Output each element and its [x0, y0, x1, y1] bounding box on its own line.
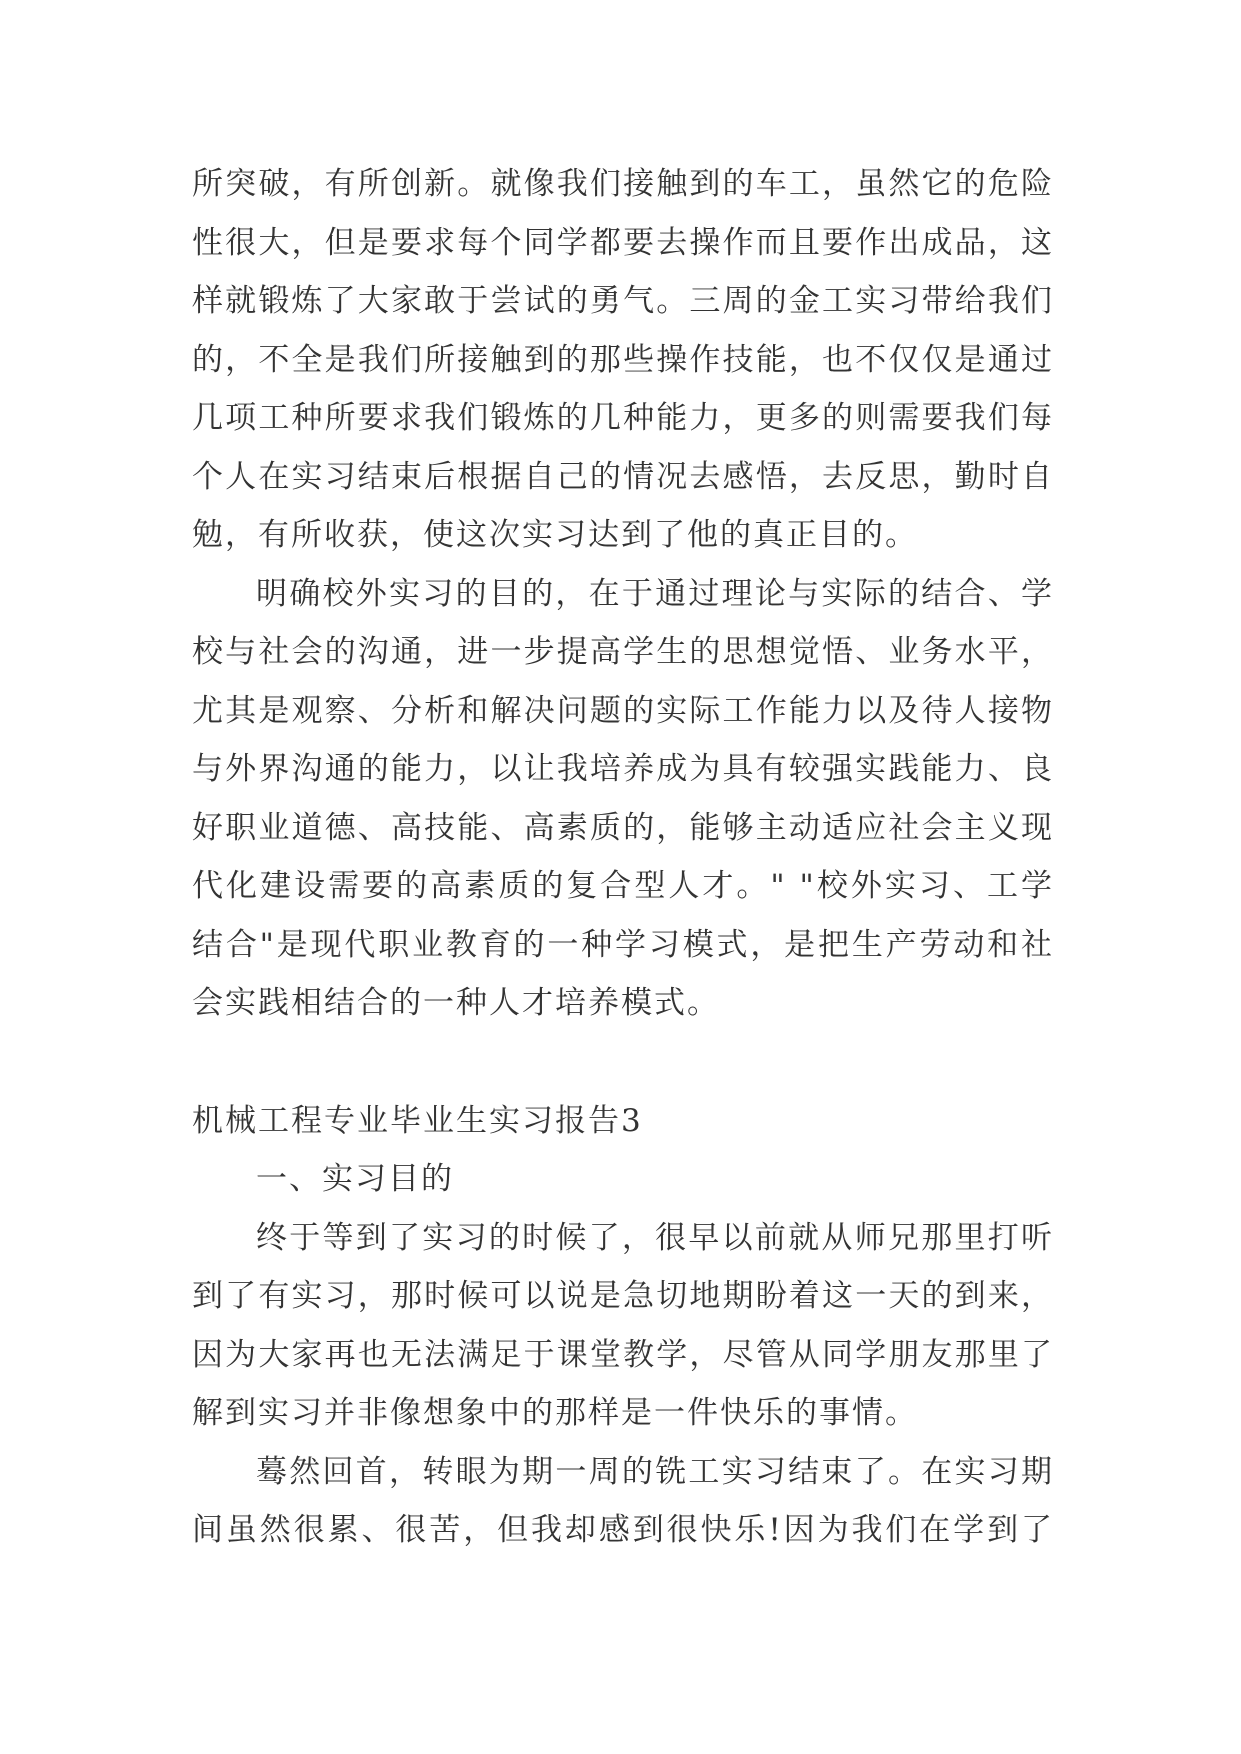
paragraph-line: 因为大家再也无法满足于课堂教学，尽管从同学朋友那里了: [192, 1336, 1054, 1373]
paragraph-line: 几项工种所要求我们锻炼的几种能力，更多的则需要我们每: [192, 400, 1054, 436]
subsection-title: 一、实习目的: [256, 1161, 454, 1197]
paragraph-line: 蓦然回首，转眼为期一周的铣工实习结束了。在实习期: [256, 1453, 1054, 1490]
paragraph-line: 与外界沟通的能力，以让我培养成为具有较强实践能力、良: [192, 751, 1054, 787]
paragraph-line: 尤其是观察、分析和解决问题的实际工作能力以及待人接物: [192, 692, 1054, 729]
paragraph-line: 性很大，但是要求每个同学都要去操作而且要作出成品，这: [192, 224, 1054, 261]
document-body: [192, 155, 1054, 1560]
paragraph-line: 好职业道德、高技能、高素质的，能够主动适应社会主义现: [192, 809, 1054, 846]
paragraph-line: 个人在实习结束后根据自己的情况去感悟，去反思，勤时自: [192, 458, 1054, 495]
section-title: 机械工程专业毕业生实习报告3: [192, 1102, 643, 1139]
paragraph-3: [192, 1209, 1054, 1443]
paragraph-line: 校与社会的沟通，进一步提高学生的思想觉悟、业务水平，: [192, 634, 1054, 670]
paragraph-line: 代化建设需要的高素质的复合型人才。" "校外实习、工学: [192, 868, 1054, 904]
paragraph-line: 终于等到了实习的时候了，很早以前就从师兄那里打听: [256, 1219, 1054, 1256]
paragraph-line: 到了有实习，那时候可以说是急切地期盼着这一天的到来，: [192, 1278, 1054, 1314]
paragraph-line: 间虽然很累、很苦，但我却感到很快乐!因为我们在学到了: [192, 1512, 1054, 1548]
paragraph-line: 结合"是现代职业教育的一种学习模式，是把生产劳动和社: [192, 926, 1054, 963]
paragraph-line: 明确校外实习的目的，在于通过理论与实际的结合、学: [256, 575, 1054, 612]
paragraph-4: [192, 1443, 1054, 1560]
paragraph-line: 样就锻炼了大家敢于尝试的勇气。三周的金工实习带给我们: [192, 283, 1054, 319]
paragraph-line: 所突破，有所创新。就像我们接触到的车工，虽然它的危险: [192, 166, 1054, 202]
paragraph-line: 的，不全是我们所接触到的那些操作技能，也不仅仅是通过: [192, 341, 1054, 378]
section-spacer: [192, 1033, 1054, 1092]
paragraph-line: 会实践相结合的一种人才培养模式。: [192, 985, 720, 1021]
paragraph-2: [192, 565, 1054, 1033]
paragraph-line: 解到实习并非像想象中的那样是一件快乐的事情。: [192, 1395, 918, 1431]
paragraph-1: [192, 155, 1054, 565]
paragraph-line: 勉，有所收获，使这次实习达到了他的真正目的。: [192, 517, 918, 553]
